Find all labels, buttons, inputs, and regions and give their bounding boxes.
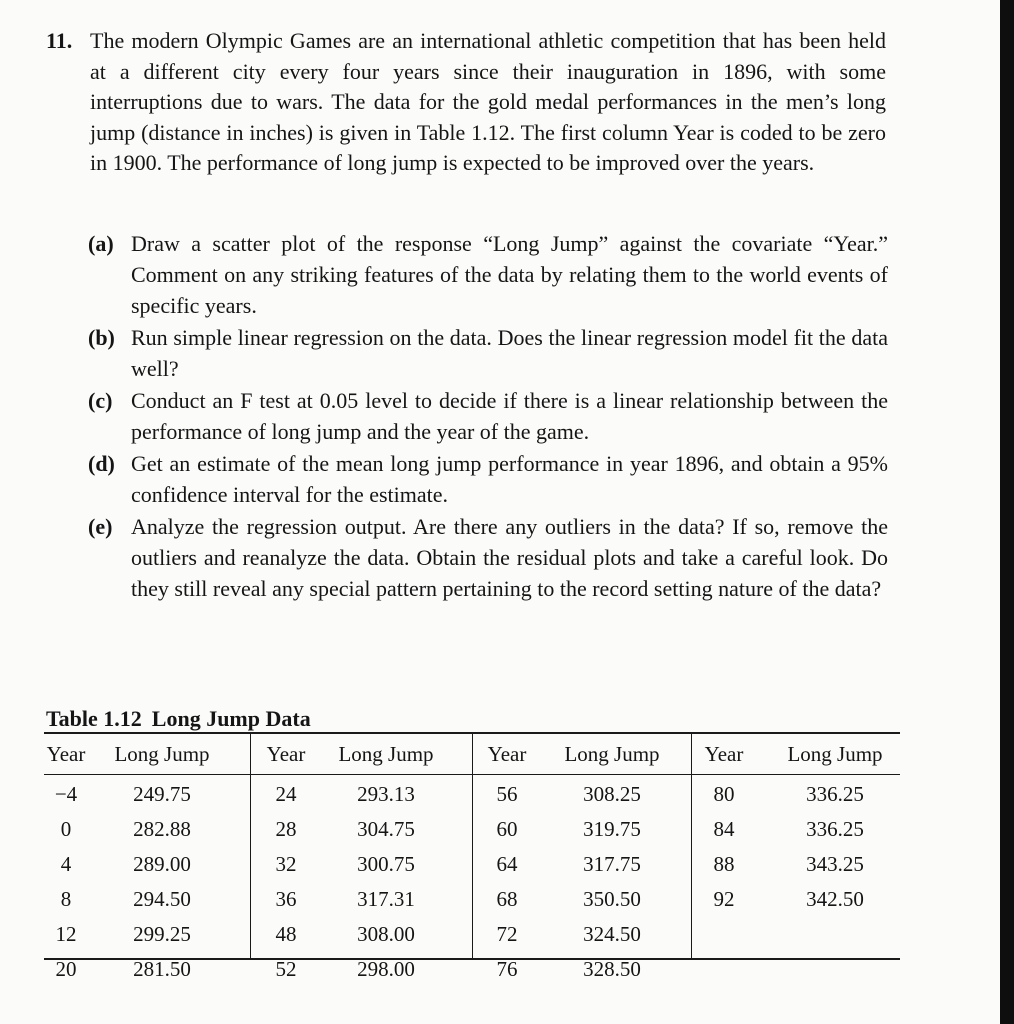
cell-long-jump: 350.50	[583, 887, 641, 911]
header-long-jump: Long Jump	[564, 742, 660, 766]
cell-long-jump: 281.50	[133, 957, 191, 981]
header-year: Year	[266, 742, 306, 766]
cell-long-jump: 282.88	[133, 817, 191, 841]
cell-year: 4	[60, 852, 72, 876]
cell-year: 0	[60, 817, 72, 841]
cell-long-jump: 294.50	[133, 887, 191, 911]
table-title: Long Jump Data	[151, 706, 311, 731]
cell-long-jump: 308.00	[357, 922, 415, 946]
cell-long-jump: 324.50	[583, 922, 641, 946]
part-e	[88, 511, 888, 604]
cell-long-jump: 298.00	[357, 957, 415, 981]
column-divider	[472, 734, 473, 958]
cell-long-jump: 317.75	[583, 852, 641, 876]
part-label: (d)	[88, 451, 115, 476]
cell-year: 64	[496, 852, 518, 876]
cell-year: 88	[713, 852, 735, 876]
cell-year: 12	[55, 922, 77, 946]
cell-year: −4	[54, 782, 78, 806]
cell-year: 48	[275, 922, 297, 946]
part-b	[88, 322, 888, 384]
header-year: Year	[487, 742, 527, 766]
cell-long-jump: 319.75	[583, 817, 641, 841]
cell-year: 32	[275, 852, 297, 876]
part-text: Conduct an F test at 0.05 level to decide if there is a linear relationship between the performance of long jump and the year of the game.	[131, 388, 888, 444]
cell-year: 56	[496, 782, 518, 806]
cell-long-jump: 317.31	[357, 887, 415, 911]
table-number: Table 1.12	[46, 706, 142, 731]
cell-year: 60	[496, 817, 518, 841]
cell-year: 68	[496, 887, 518, 911]
table-caption	[46, 706, 311, 732]
cell-year: 72	[496, 922, 518, 946]
cell-year: 36	[275, 887, 297, 911]
cell-long-jump: 289.00	[133, 852, 191, 876]
header-long-jump: Long Jump	[787, 742, 883, 766]
column-divider	[250, 734, 251, 958]
cell-long-jump: 293.13	[357, 782, 415, 806]
header-long-jump: Long Jump	[338, 742, 434, 766]
cell-long-jump: 336.25	[806, 817, 864, 841]
cell-year: 80	[713, 782, 735, 806]
cell-long-jump: 342.50	[806, 887, 864, 911]
problem-statement: The modern Olympic Games are an international athletic competition that has been held at a different city every four years since their inauguration in 1896, with some interruptions due to wars. The data for the gold medal performances in the men’s long jump (distance in inches) is given in Table 1.12. The first column Year is coded to be zero in 1900. The performance of long jump is expected to be improved over the years.	[90, 28, 886, 175]
column-divider	[691, 734, 692, 958]
part-text: Get an estimate of the mean long jump performance in year 1896, and obtain a 95% confidence interval for the estimate.	[131, 451, 888, 507]
cell-year: 28	[275, 817, 297, 841]
cell-year: 76	[496, 957, 518, 981]
cell-year: 8	[60, 887, 72, 911]
part-label: (a)	[88, 231, 114, 256]
long-jump-table	[44, 732, 900, 981]
header-year: Year	[704, 742, 744, 766]
cell-long-jump: 299.25	[133, 922, 191, 946]
part-text: Draw a scatter plot of the response “Long Jump” against the covariate “Year.” Comment on any striking features of the data by relating them to the world events of specific years.	[131, 231, 888, 318]
cell-long-jump: 304.75	[357, 817, 415, 841]
header-year: Year	[46, 742, 86, 766]
cell-year: 92	[713, 887, 735, 911]
cell-long-jump: 249.75	[133, 782, 191, 806]
cell-year: 24	[275, 782, 297, 806]
problem-11	[46, 26, 886, 179]
cell-year: 84	[713, 817, 735, 841]
part-label: (b)	[88, 325, 115, 350]
header-long-jump: Long Jump	[114, 742, 210, 766]
part-c	[88, 385, 888, 447]
cell-long-jump: 343.25	[806, 852, 864, 876]
part-d	[88, 448, 888, 510]
part-text: Run simple linear regression on the data. Does the linear regression model fit the data well?	[131, 325, 888, 381]
cell-long-jump: 308.25	[583, 782, 641, 806]
cell-year: 20	[55, 957, 77, 981]
problem-parts	[88, 228, 888, 605]
part-label: (c)	[88, 388, 113, 413]
part-text: Analyze the regression output. Are there any outliers in the data? If so, remove the outliers and reanalyze the data. Obtain the residual plots and take a careful look. Do they still reveal any special pattern pertaining to the record setting nature of the data?	[131, 514, 888, 601]
cell-year: 52	[275, 957, 297, 981]
problem-number: 11.	[46, 28, 73, 53]
cell-long-jump: 300.75	[357, 852, 415, 876]
cell-long-jump: 328.50	[583, 957, 641, 981]
part-label: (e)	[88, 514, 113, 539]
scan-edge	[1000, 0, 1014, 1024]
part-a	[88, 228, 888, 321]
cell-long-jump: 336.25	[806, 782, 864, 806]
